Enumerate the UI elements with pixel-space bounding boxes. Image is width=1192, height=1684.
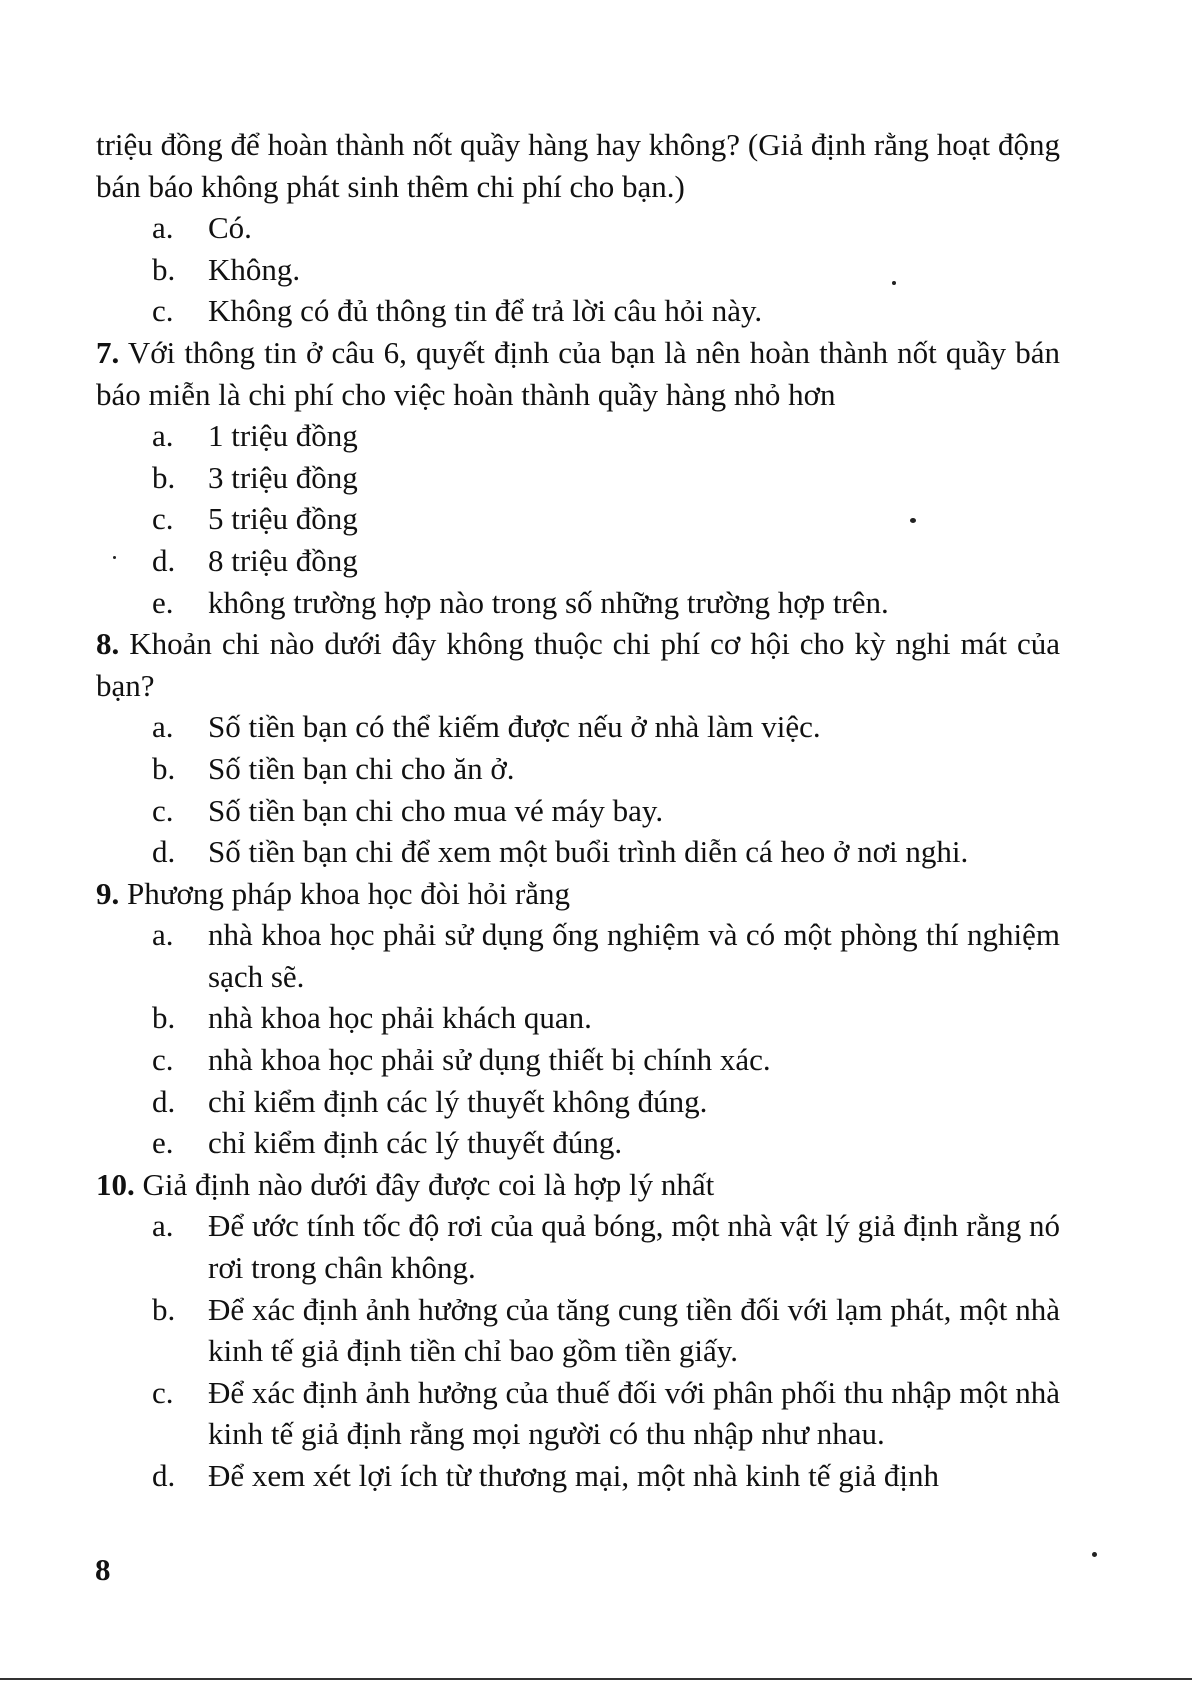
option-letter: d. xyxy=(152,1083,176,1119)
option-item xyxy=(96,831,1060,873)
option-item xyxy=(96,540,1060,582)
option-letter: a. xyxy=(152,418,174,454)
question-8 xyxy=(96,623,1060,706)
scan-speck xyxy=(910,518,916,523)
question-text: Khoản chi nào dưới đây không thuộc chi phí cơ hội cho kỳ nghi mát của bạn? xyxy=(96,626,1061,703)
option-letter: e. xyxy=(152,584,174,620)
option-letter: c. xyxy=(152,1042,174,1078)
option-item xyxy=(96,1081,1060,1123)
question-number: 8. xyxy=(96,626,120,662)
option-text: nhà khoa học phải khách quan. xyxy=(208,1000,592,1036)
option-text: 5 triệu đồng xyxy=(208,501,358,537)
option-text: Để xác định ảnh hưởng của thuế đối với phân phối thu nhập một nhà kinh tế giả định rằng mọi người có thu nhập như nhau. xyxy=(208,1374,1060,1452)
intro-options xyxy=(96,207,1060,332)
question-number: 10. xyxy=(96,1166,135,1202)
question-text: Giả định nào dưới đây được coi là hợp lý nhất xyxy=(142,1166,715,1202)
option-letter: b. xyxy=(152,251,176,287)
option-letter: c. xyxy=(152,792,174,828)
option-text: chỉ kiểm định các lý thuyết không đúng. xyxy=(208,1083,708,1119)
option-item xyxy=(96,290,1060,332)
option-text: nhà khoa học phải sử dụng thiết bị chính xác. xyxy=(208,1042,771,1078)
question-number: 9. xyxy=(96,875,120,911)
option-text: Có. xyxy=(208,210,252,246)
option-item xyxy=(96,748,1060,790)
option-text: 8 triệu đồng xyxy=(208,542,358,578)
page-number: 8 xyxy=(95,1552,111,1587)
option-item xyxy=(96,1289,1060,1372)
option-item xyxy=(96,1455,1060,1497)
question-text: Với thông tin ở câu 6, quyết định của bạn là nên hoàn thành nốt quầy bán báo miễn là chi phí cho việc hoàn thành quầy hàng nhỏ hơn xyxy=(96,334,1060,412)
option-letter: a. xyxy=(152,210,174,246)
intro-paragraph: triệu đồng để hoàn thành nốt quầy hàng hay không? (Giả định rằng hoạt động bán báo không phát sinh thêm chi phí cho bạn.) xyxy=(96,127,1060,204)
option-item xyxy=(96,1205,1060,1288)
option-letter: b. xyxy=(152,1000,176,1036)
option-text: Số tiền bạn chi để xem một buổi trình diễn cá heo ở nơi nghi. xyxy=(208,834,969,870)
option-item xyxy=(96,457,1060,499)
option-letter: d. xyxy=(152,542,176,578)
question-8-options xyxy=(96,706,1060,872)
option-text: 1 triệu đồng xyxy=(208,418,358,454)
option-letter: a. xyxy=(152,917,174,953)
option-text: Để xác định ảnh hưởng của tăng cung tiền đối với lạm phát, một nhà kinh tế giả định tiền chỉ bao gồm tiền giấy. xyxy=(208,1291,1060,1369)
scan-speck xyxy=(113,556,116,559)
question-number: 7. xyxy=(96,334,120,370)
option-letter: e. xyxy=(152,1125,174,1161)
option-item xyxy=(96,1122,1060,1164)
question-text: Phương pháp khoa học đòi hỏi rằng xyxy=(127,875,571,911)
question-10-options xyxy=(96,1205,1060,1496)
option-item xyxy=(96,790,1060,832)
option-letter: c. xyxy=(152,501,174,537)
option-item xyxy=(96,415,1060,457)
option-letter: a. xyxy=(152,709,174,745)
option-letter: c. xyxy=(152,1374,174,1410)
option-item xyxy=(96,914,1060,997)
option-text: Để ước tính tốc độ rơi của quả bóng, một nhà vật lý giả định rằng nó rơi trong chân không. xyxy=(208,1208,1060,1286)
option-text: Không có đủ thông tin để trả lời câu hỏi này. xyxy=(208,293,763,329)
question-7 xyxy=(96,332,1060,415)
text-block xyxy=(96,124,1060,1497)
option-text: nhà khoa học phải sử dụng ống nghiệm và có một phòng thí nghiệm sạch sẽ. xyxy=(208,917,1060,994)
option-item xyxy=(96,582,1060,624)
option-text: Số tiền bạn có thể kiếm được nếu ở nhà làm việc. xyxy=(208,709,821,745)
option-text: Để xem xét lợi ích từ thương mại, một nhà kinh tế giả định xyxy=(208,1458,940,1493)
option-text: chỉ kiểm định các lý thuyết đúng. xyxy=(208,1125,623,1161)
option-item xyxy=(96,249,1060,291)
option-letter: c. xyxy=(152,293,174,329)
option-text: 3 triệu đồng xyxy=(208,459,358,495)
option-item xyxy=(96,207,1060,249)
question-9-options xyxy=(96,914,1060,1164)
option-text: Số tiền bạn chi cho mua vé máy bay. xyxy=(208,792,664,828)
option-letter: a. xyxy=(152,1208,174,1244)
scan-speck xyxy=(1092,1552,1097,1557)
option-letter: d. xyxy=(152,1458,176,1493)
option-item xyxy=(96,997,1060,1039)
option-letter: d. xyxy=(152,834,176,870)
scan-speck xyxy=(892,281,896,285)
option-item xyxy=(96,1372,1060,1455)
option-letter: b. xyxy=(152,750,176,786)
option-text: không trường hợp nào trong số những trường hợp trên. xyxy=(208,584,889,620)
option-letter: b. xyxy=(152,459,176,495)
option-text: Số tiền bạn chi cho ăn ở. xyxy=(208,750,515,786)
option-letter: b. xyxy=(152,1291,176,1327)
option-item xyxy=(96,1039,1060,1081)
bottom-edge-line xyxy=(0,1678,1192,1680)
option-text: Không. xyxy=(208,251,301,287)
question-9 xyxy=(96,873,1060,915)
question-10 xyxy=(96,1164,1060,1206)
option-item xyxy=(96,706,1060,748)
